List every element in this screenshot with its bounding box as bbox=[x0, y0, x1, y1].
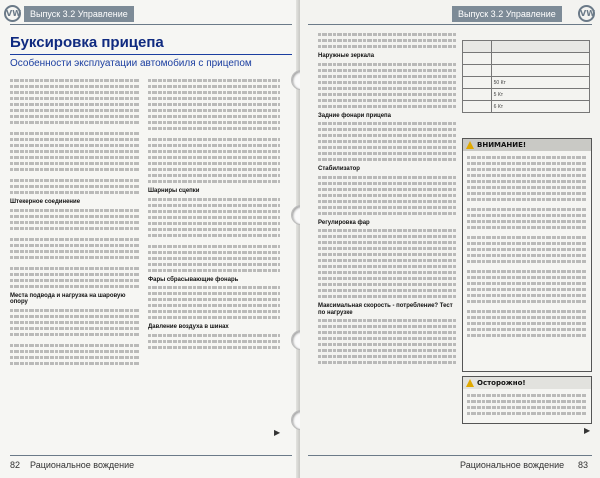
table-row: 50 Кт bbox=[463, 77, 590, 89]
table-row bbox=[463, 65, 590, 77]
section-heading: Регулировка фар bbox=[318, 219, 370, 226]
vw-logo-icon: VW bbox=[4, 5, 21, 22]
section-heading: Места подвода и нагрузка на шаровую опору bbox=[10, 292, 126, 305]
table-row: 6 Кт bbox=[463, 101, 590, 113]
page-number: 83 bbox=[578, 460, 589, 470]
page-subtitle: Особенности эксплуатации автомобиля с прицепом bbox=[10, 58, 252, 69]
continue-arrow-icon: ▶ bbox=[274, 428, 281, 437]
caution-header bbox=[463, 377, 591, 389]
right-column-1 bbox=[318, 30, 456, 365]
warning-triangle-icon bbox=[466, 141, 474, 149]
section-heading: Шарниры сцепки bbox=[148, 188, 200, 194]
section-heading: Давление воздуха в шинах bbox=[148, 324, 229, 330]
warning-label: ВНИМАНИЕ! bbox=[477, 141, 527, 149]
page-number: 82 bbox=[10, 460, 21, 470]
section-heading: Наружные зеркала bbox=[318, 53, 375, 59]
footer-label: Рациональное вождение bbox=[460, 460, 565, 470]
footer-rule bbox=[10, 455, 292, 456]
continue-arrow-icon: ▶ bbox=[584, 426, 591, 435]
chapter-header-right: Выпуск 3.2 Управление bbox=[452, 6, 562, 22]
data-table bbox=[462, 40, 590, 113]
title-rule bbox=[10, 54, 292, 55]
section-heading: Стабилизатор bbox=[318, 166, 360, 172]
page-title: Буксировка прицепа bbox=[10, 34, 164, 51]
warning-box bbox=[462, 138, 592, 372]
section-heading: Штекерное соединение bbox=[10, 199, 81, 205]
chapter-header-left: Выпуск 3.2 Управление bbox=[24, 6, 134, 22]
caution-box bbox=[462, 376, 592, 424]
warning-header bbox=[463, 139, 591, 151]
section-heading: Фары сбрасывающие фонарь bbox=[148, 276, 239, 283]
left-column-2 bbox=[148, 76, 280, 350]
table-row bbox=[463, 53, 590, 65]
right-page bbox=[300, 0, 600, 478]
vw-logo-icon: VW bbox=[578, 5, 595, 22]
section-heading: Задние фонари прицепа bbox=[318, 112, 392, 119]
footer-label: Рациональное вождение bbox=[30, 460, 135, 470]
section-heading: Максимальная скорость - потребление? Тест по нагрузке bbox=[318, 303, 453, 316]
table-row: 5 Кт bbox=[463, 89, 590, 101]
left-column-1 bbox=[10, 76, 140, 366]
caution-label: Осторожно! bbox=[477, 379, 526, 387]
caution-triangle-icon bbox=[466, 379, 474, 387]
header-rule bbox=[10, 24, 292, 25]
footer-rule bbox=[308, 455, 592, 456]
header-rule bbox=[308, 24, 592, 25]
